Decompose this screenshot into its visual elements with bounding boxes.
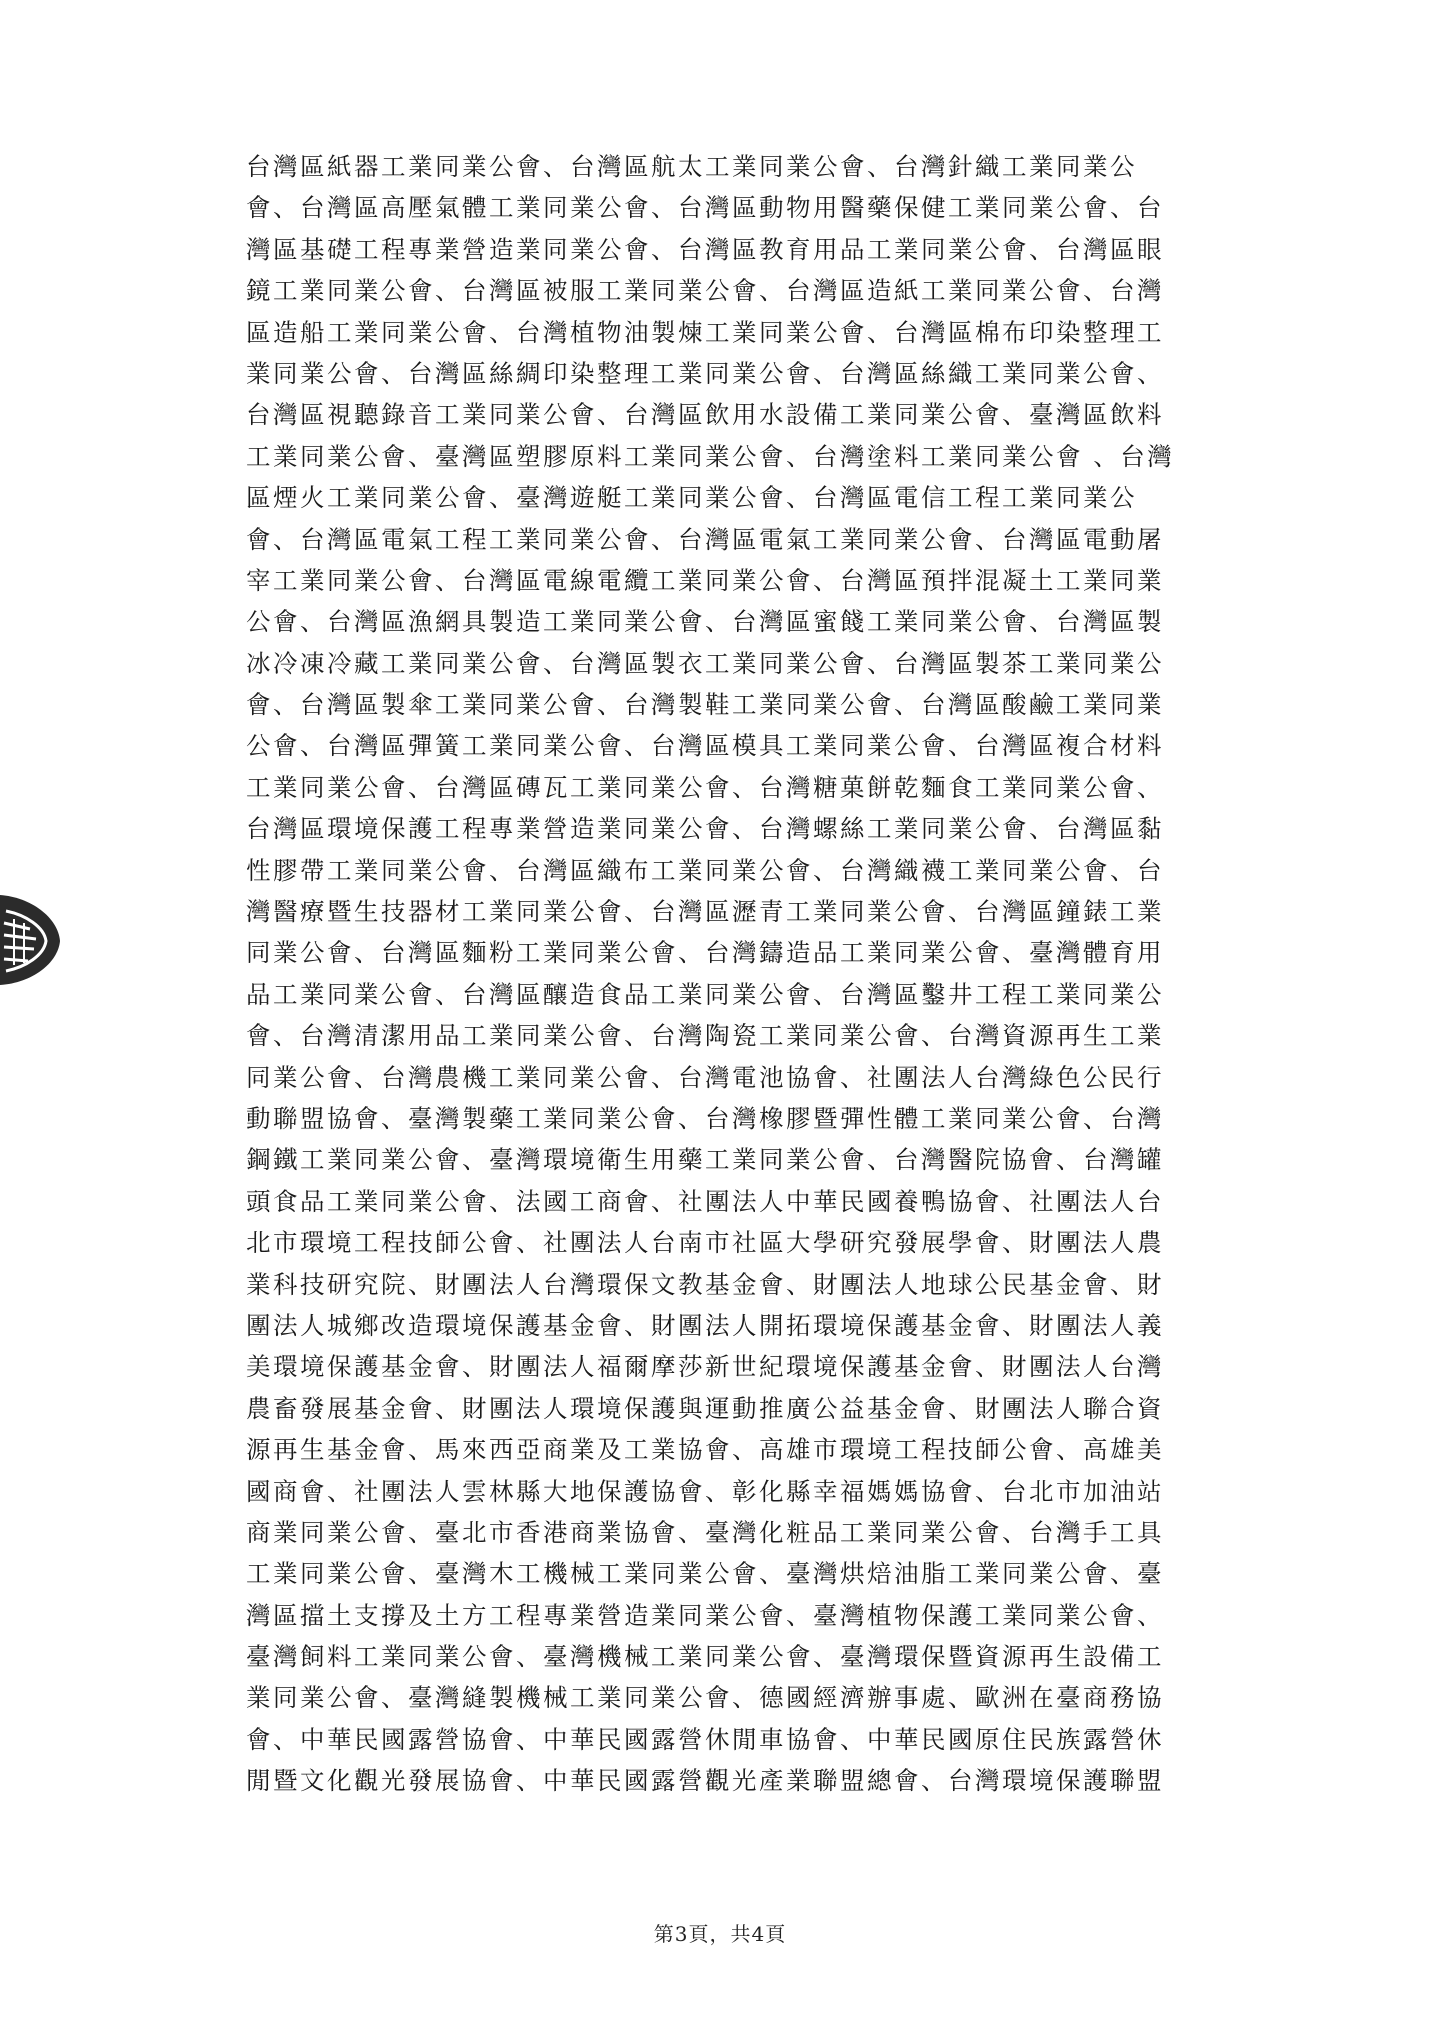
text-line: 業同業公會、台灣區絲綢印染整理工業同業公會、台灣區絲織工業同業公會、	[246, 358, 1164, 388]
text-line: 工業同業公會、臺灣區塑膠原料工業同業公會、台灣塗料工業同業公會 、台灣	[246, 441, 1175, 471]
text-line: 業同業公會、臺灣縫製機械工業同業公會、德國經濟辦事處、歐洲在臺商務協	[246, 1683, 1164, 1713]
text-line: 同業公會、台灣農機工業同業公會、台灣電池協會、社團法人台灣綠色公民行	[246, 1062, 1164, 1092]
text-line: 美環境保護基金會、財團法人福爾摩莎新世紀環境保護基金會、財團法人台灣	[246, 1352, 1164, 1382]
text-line: 工業同業公會、臺灣木工機械工業同業公會、臺灣烘焙油脂工業同業公會、臺	[246, 1559, 1164, 1589]
text-line: 動聯盟協會、臺灣製藥工業同業公會、台灣橡膠暨彈性體工業同業公會、台灣	[246, 1103, 1164, 1133]
text-line: 鏡工業同業公會、台灣區被服工業同業公會、台灣區造紙工業同業公會、台灣	[246, 276, 1164, 306]
text-line: 會、台灣區電氣工程工業同業公會、台灣區電氣工業同業公會、台灣區電動屠	[246, 524, 1164, 554]
text-line: 品工業同業公會、台灣區釀造食品工業同業公會、台灣區鑿井工程工業同業公	[246, 979, 1164, 1009]
text-line: 同業公會、台灣區麵粉工業同業公會、台灣鑄造品工業同業公會、臺灣體育用	[246, 938, 1164, 968]
text-line: 公會、台灣區彈簧工業同業公會、台灣區模具工業同業公會、台灣區複合材料	[246, 731, 1164, 761]
text-line: 區造船工業同業公會、台灣植物油製煉工業同業公會、台灣區棉布印染整理工	[246, 317, 1164, 347]
page-number: 第3頁，共4頁	[653, 1922, 787, 1946]
text-line: 灣醫療暨生技器材工業同業公會、台灣區瀝青工業同業公會、台灣區鐘錶工業	[246, 897, 1164, 927]
text-line: 鋼鐵工業同業公會、臺灣環境衛生用藥工業同業公會、台灣醫院協會、台灣罐	[246, 1145, 1164, 1175]
text-line: 會、中華民國露營協會、中華民國露營休閒車協會、中華民國原住民族露營休	[246, 1724, 1164, 1754]
text-line: 灣區基礎工程專業營造業同業公會、台灣區教育用品工業同業公會、台灣區眼	[246, 234, 1164, 264]
text-line: 閒暨文化觀光發展協會、中華民國露營觀光產業聯盟總會、台灣環境保護聯盟	[246, 1766, 1164, 1796]
text-line: 團法人城鄉改造環境保護基金會、財團法人開拓環境保護基金會、財團法人義	[246, 1310, 1164, 1340]
text-line: 台灣區視聽錄音工業同業公會、台灣區飲用水設備工業同業公會、臺灣區飲料	[246, 400, 1164, 430]
text-line: 冰冷凍冷藏工業同業公會、台灣區製衣工業同業公會、台灣區製茶工業同業公	[246, 648, 1164, 678]
text-line: 台灣區紙器工業同業公會、台灣區航太工業同業公會、台灣針織工業同業公	[246, 152, 1137, 181]
text-line: 臺灣飼料工業同業公會、臺灣機械工業同業公會、臺灣環保暨資源再生設備工	[246, 1642, 1164, 1672]
text-line: 頭食品工業同業公會、法國工商會、社團法人中華民國養鴨協會、社團法人台	[246, 1186, 1164, 1216]
text-line: 國商會、社團法人雲林縣大地保護協會、彰化縣幸福媽媽協會、台北市加油站	[246, 1476, 1164, 1506]
text-line: 工業同業公會、台灣區磚瓦工業同業公會、台灣糖菓餅乾麵食工業同業公會、	[246, 772, 1164, 802]
text-line: 性膠帶工業同業公會、台灣區織布工業同業公會、台灣織襪工業同業公會、台	[246, 855, 1164, 885]
text-line: 灣區擋土支撐及土方工程專業營造業同業公會、臺灣植物保護工業同業公會、	[246, 1600, 1164, 1630]
text-line: 宰工業同業公會、台灣區電線電纜工業同業公會、台灣區預拌混凝土工業同業	[246, 565, 1164, 595]
text-line: 台灣區環境保護工程專業營造業同業公會、台灣螺絲工業同業公會、台灣區黏	[246, 814, 1164, 844]
text-line: 會、台灣清潔用品工業同業公會、台灣陶瓷工業同業公會、台灣資源再生工業	[246, 1021, 1164, 1051]
text-line: 商業同業公會、臺北市香港商業協會、臺灣化粧品工業同業公會、台灣手工具	[246, 1517, 1164, 1547]
text-line: 源再生基金會、馬來西亞商業及工業協會、高雄市環境工程技師公會、高雄美	[246, 1435, 1164, 1465]
text-line: 業科技研究院、財團法人台灣環保文教基金會、財團法人地球公民基金會、財	[246, 1269, 1164, 1299]
text-line: 農畜發展基金會、財團法人環境保護與運動推廣公益基金會、財團法人聯合資	[246, 1393, 1164, 1423]
text-line: 區煙火工業同業公會、臺灣遊艇工業同業公會、台灣區電信工程工業同業公	[246, 483, 1137, 513]
document-body	[246, 146, 1238, 1802]
text-line: 公會、台灣區漁網具製造工業同業公會、台灣區蜜餞工業同業公會、台灣區製	[246, 607, 1164, 637]
text-line: 北市環境工程技師公會、社團法人台南市社區大學研究發展學會、財團法人農	[246, 1228, 1164, 1258]
text-line: 會、台灣區製傘工業同業公會、台灣製鞋工業同業公會、台灣區酸鹼工業同業	[246, 690, 1164, 720]
seal-stamp-icon	[0, 889, 64, 989]
text-line: 會、台灣區高壓氣體工業同業公會、台灣區動物用醫藥保健工業同業公會、台	[246, 193, 1164, 223]
